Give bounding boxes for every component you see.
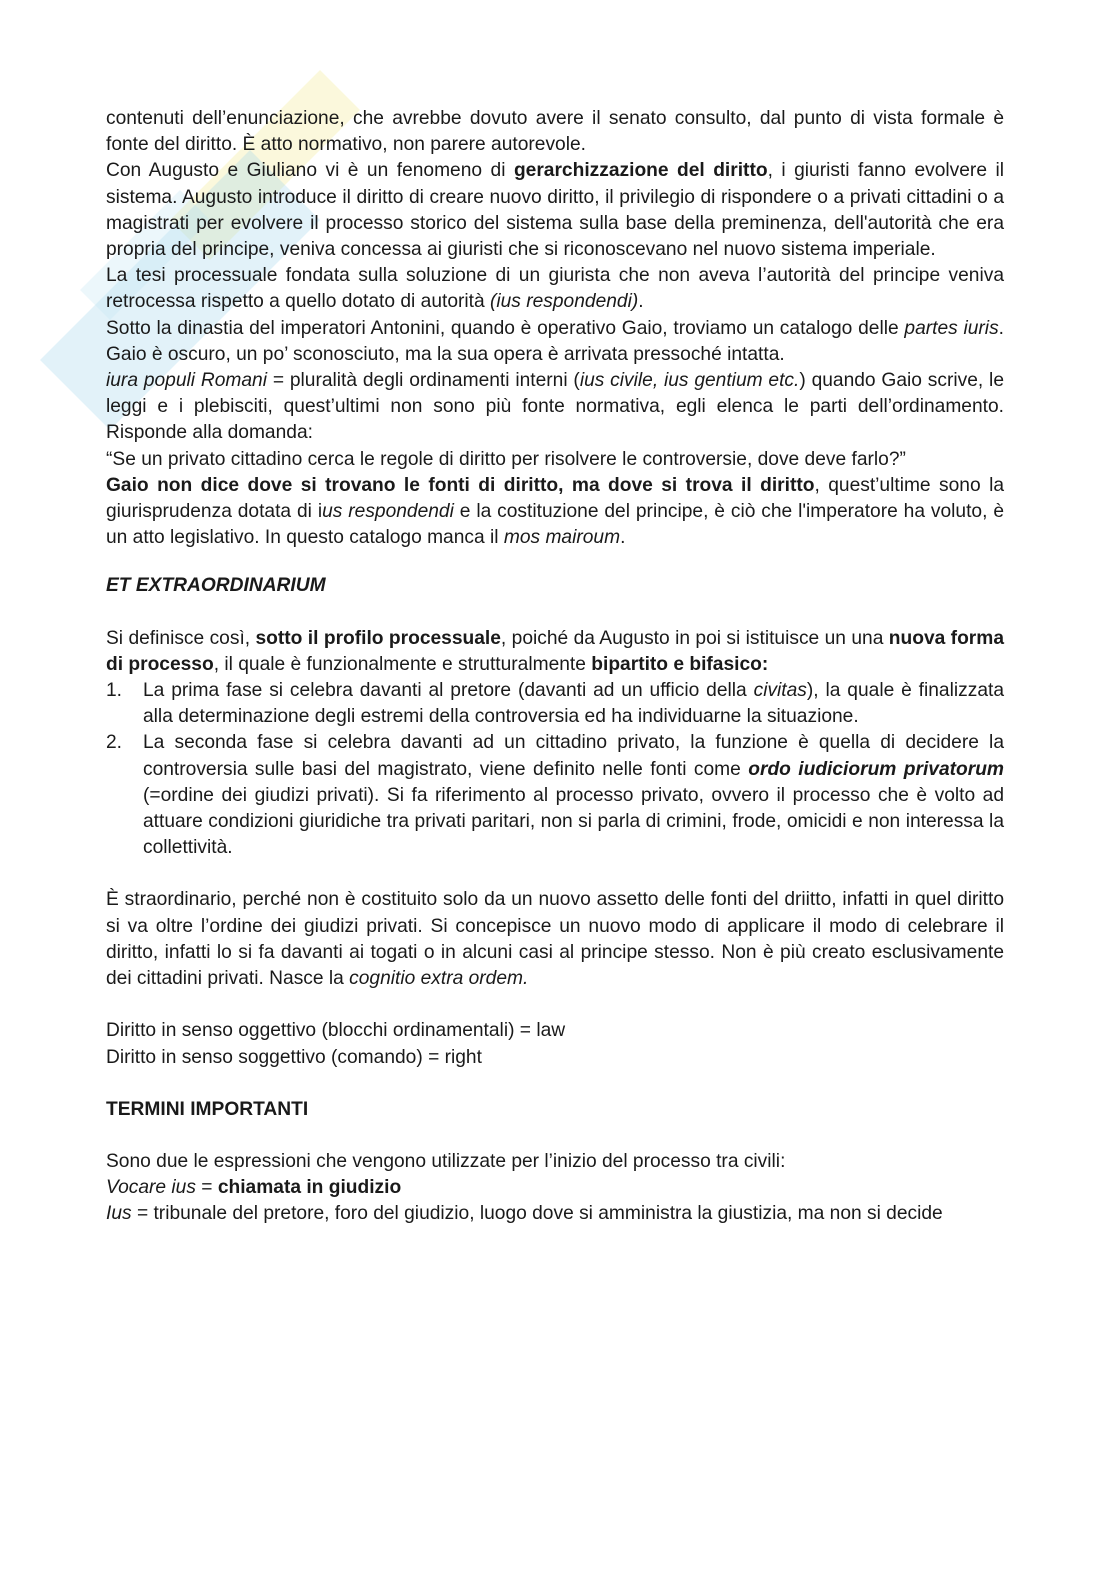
paragraph-diritto-soggettivo: Diritto in senso soggettivo (comando) = right <box>106 1046 482 1068</box>
paragraph-gerarchizzazione: Con Augusto e Giuliano vi è un fenomeno di gerarchizzazione del diritto, i giuristi fanno evolvere il sistema. Augusto introduce il diritto di creare nuovo diritto, il privilegio di rispondere o a privati cittadini o a magistrati per evolvere il processo storico del sistema sulla base della preminenza, dell'autorità che era propria del principe, veniva concessa ai giuristi che si riconoscevano nel nuovo sistema imperiale. <box>106 160 1004 261</box>
paragraph-vocare-ius: Vocare ius = chiamata in giudizio <box>106 1177 402 1199</box>
list-item: 2. La seconda fase si celebra davanti ad un cittadino privato, la funzione è quella di decidere la controversia sulle basi del magistrato, viene definito nelle fonti come ordo iudiciorum privatorum (=ordine dei giudizi privati). Si fa riferimento al processo privato, ovvero il processo che è volto ad attuare condizioni giuridiche tra privati paritari, non si parla di crimini, frode, omicidi e non interessa la collettività. <box>106 732 1004 859</box>
paragraph-definizione: Si definisce così, sotto il profilo processuale, poiché da Augusto in poi si istituisce un una nuova forma di processo, il quale è funzionalmente e strutturalmente bipartito e bifasico: <box>106 627 1004 675</box>
paragraph-straordinario: È straordinario, perché non è costituito solo da un nuovo assetto delle fonti del driitto, infatti in quel diritto si va oltre l’ordine dei giudizi privati. Si concepisce un nuovo modo di applicare il modo di celebrare il diritto, infatti lo si fa davanti ai togati o in alcuni casi al principe stesso. Non è più creato esclusivamente dei cittadini privati. Nasce la cognitio extra ordem. <box>106 889 1004 990</box>
paragraph-espressioni: Sono due le espressioni che vengono utilizzate per l’inizio del processo tra civili: <box>106 1150 786 1172</box>
list-number: 2. <box>106 732 123 754</box>
paragraph-diritto-oggettivo: Diritto in senso oggettivo (blocchi ordinamentali) = law <box>106 1020 566 1042</box>
paragraph-tesi-processuale: La tesi processuale fondata sulla soluzione di un giurista che non aveva l’autorità del principe veniva retrocessa rispetto a quello dotato di autorità (ius respondendi). <box>106 265 1004 313</box>
list-number: 1. <box>106 680 123 702</box>
heading-termini-importanti: TERMINI IMPORTANTI <box>106 1098 309 1120</box>
document-page <box>106 106 1004 1228</box>
paragraph-iura-populi: iura populi Romani = pluralità degli ordinamenti interni (ius civile, ius gentium etc.) quando Gaio scrive, le leggi e i plebisciti, quest’ultimi non sono più fonte normativa, egli elenca le parti dell’ordinamento. Risponde alla domanda: <box>106 370 1004 444</box>
paragraph-fonte-diritto: contenuti dell’enunciazione, che avrebbe dovuto avere il senato consulto, dal punto di vista formale è fonte del diritto. È atto normativo, non parere autorevole. <box>106 108 1004 156</box>
paragraph-gaio: Gaio non dice dove si trovano le fonti di diritto, ma dove si trova il diritto, quest’ultime sono la giurisprudenza dotata di ius respondendi e la costituzione del principe, è ciò che l'imperatore ha voluto, è un atto legislativo. In questo catalogo manca il mos mairoum. <box>106 474 1005 549</box>
paragraph-ius: Ius = tribunale del pretore, foro del giudizio, luogo dove si amministra la giustizia, ma non si decide <box>106 1203 943 1225</box>
list-item: 1. La prima fase si celebra davanti al pretore (davanti ad un ufficio della civitas), la quale è finalizzata alla determinazione degli estremi della controversia ed ha individuarne la situazione. <box>106 680 1004 728</box>
heading-et-extraordinarium: ET EXTRAORDINARIUM <box>106 575 326 597</box>
phases-list <box>106 678 1004 861</box>
paragraph-antonini: Sotto la dinastia del imperatori Antonini, quando è operativo Gaio, troviamo un catalogo delle partes iuris. Gaio è oscuro, un po’ sconosciuto, ma la sua opera è arrivata pressoché intatta. <box>106 317 1005 365</box>
paragraph-domanda: “Se un privato cittadino cerca le regole di diritto per risolvere le controversie, dove deve farlo?” <box>106 448 906 470</box>
